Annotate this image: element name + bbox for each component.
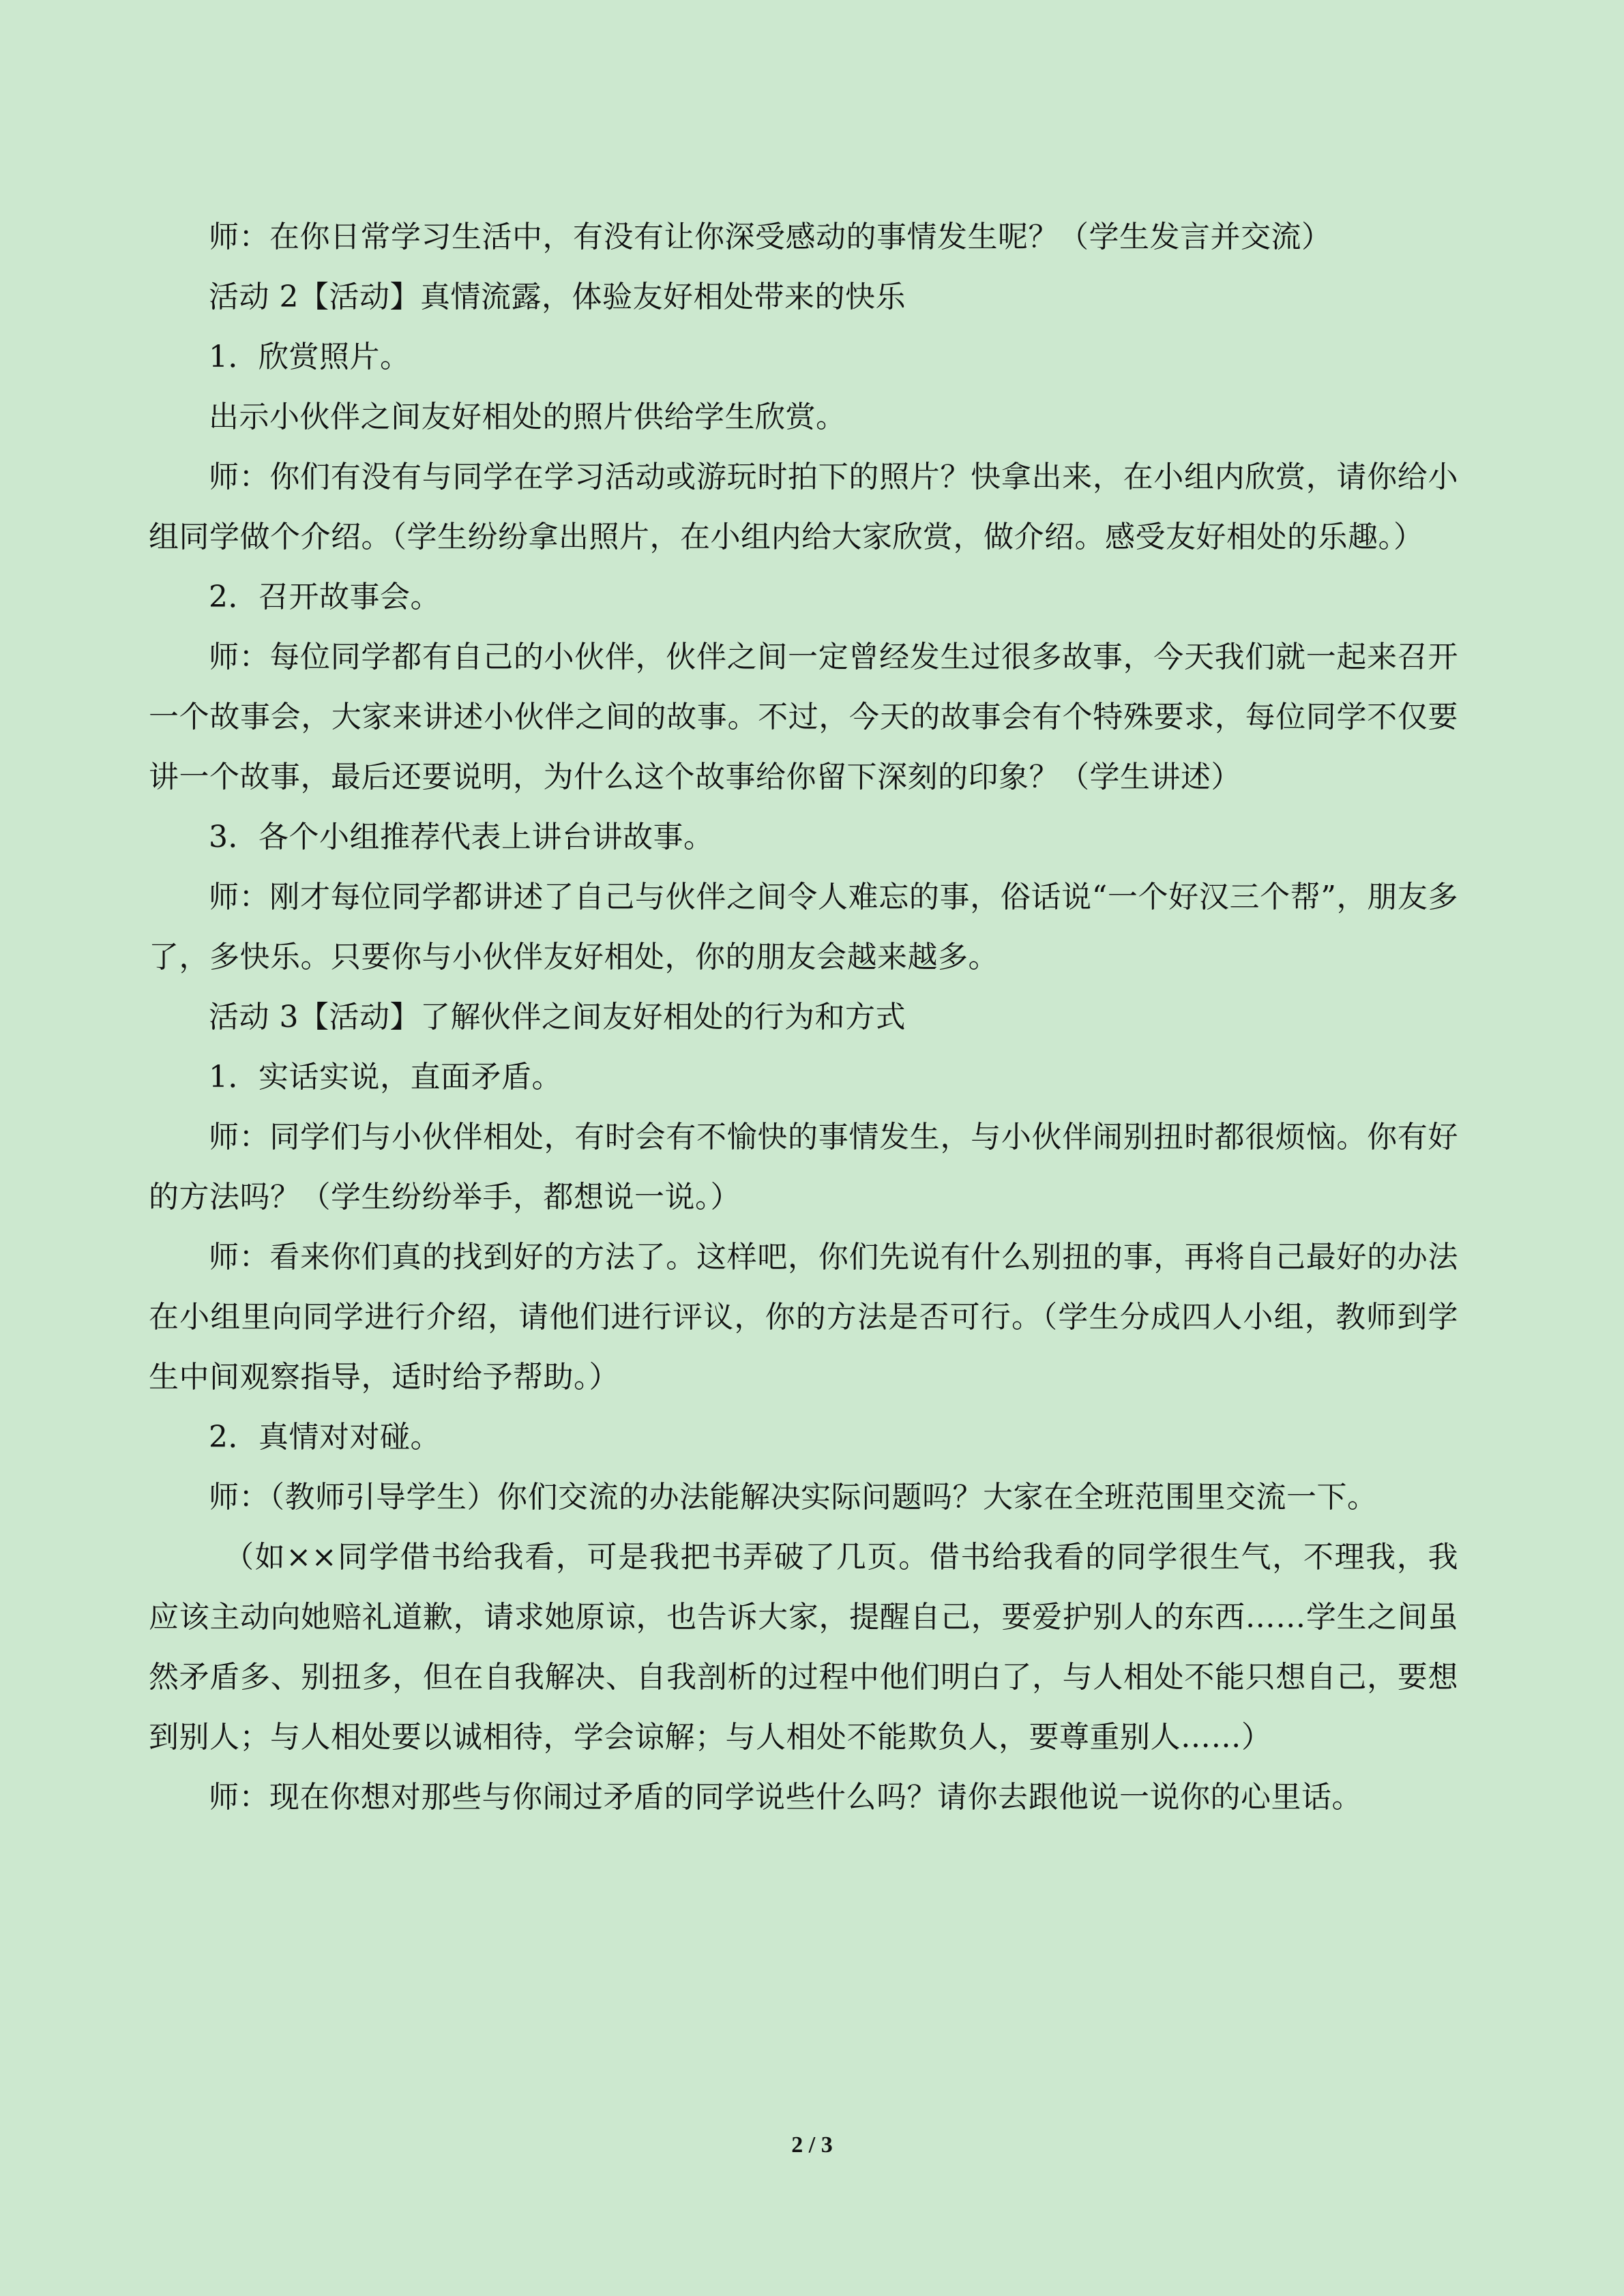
paragraph: 出示小伙伴之间友好相处的照片供给学生欣赏。 — [209, 400, 846, 434]
step-heading: 2．召开故事会。 — [209, 580, 441, 614]
paragraph: 师：（教师引导学生）你们交流的办法能解决实际问题吗？大家在全班范围里交流一下。 — [209, 1480, 1378, 1515]
activity-heading: 活动 3【活动】了解伙伴之间友好相处的行为和方式 — [209, 1000, 906, 1034]
paragraph: 师：在你日常学习生活中，有没有让你深受感动的事情发生呢？（学生发言并交流） — [209, 220, 1332, 254]
step-heading: 1．欣赏照片。 — [209, 340, 411, 374]
paragraph: 师：刚才每位同学都讲述了自己与伙伴之间令人难忘的事，俗话说“一个好汉三个帮”，朋友多了，多快乐。只要你与小伙伴友好相处，你的朋友会越来越多。 — [149, 880, 1458, 974]
page-number: 2 / 3 — [791, 2132, 833, 2158]
paragraph: 师：看来你们真的找到好的方法了。这样吧，你们先说有什么别扭的事，再将自己最好的办法在小组里向同学进行介绍，请他们进行评议，你的方法是否可行。（学生分成四人小组，教师到学生中间观察指导，适时给予帮助。） — [149, 1240, 1458, 1395]
paragraph: 师：现在你想对那些与你闹过矛盾的同学说些什么吗？请你去跟他说一说你的心里话。 — [209, 1780, 1362, 1815]
paragraph: 师：你们有没有与同学在学习活动或游玩时拍下的照片？快拿出来，在小组内欣赏，请你给小组同学做个介绍。（学生纷纷拿出照片，在小组内给大家欣赏，做介绍。感受友好相处的乐趣。） — [149, 460, 1458, 554]
document-body — [149, 207, 1458, 1828]
paragraph: 师：每位同学都有自己的小伙伴，伙伴之间一定曾经发生过很多故事，今天我们就一起来召开一个故事会，大家来讲述小伙伴之间的故事。不过，今天的故事会有个特殊要求，每位同学不仅要讲一个故事，最后还要说明，为什么这个故事给你留下深刻的印象？（学生讲述） — [149, 640, 1458, 794]
activity-heading: 活动 2【活动】真情流露，体验友好相处带来的快乐 — [209, 280, 906, 314]
paragraph: 师：同学们与小伙伴相处，有时会有不愉快的事情发生，与小伙伴闹别扭时都很烦恼。你有好的方法吗？（学生纷纷举手，都想说一说。） — [149, 1120, 1458, 1214]
step-heading: 3．各个小组推荐代表上讲台讲故事。 — [209, 820, 714, 854]
step-heading: 1．实话实说，直面矛盾。 — [209, 1060, 562, 1094]
example-note: （如××同学借书给我看，可是我把书弄破了几页。借书给我看的同学很生气，不理我，我应该主动向她赔礼道歉，请求她原谅，也告诉大家，提醒自己，要爱护别人的东西……学生之间虽然矛盾多、别扭多，但在自我解决、自我剖析的过程中他们明白了，与人相处不能只想自己，要想到别人；与人相处要以诚相待，学会谅解；与人相处不能欺负人，要尊重别人……） — [149, 1540, 1458, 1755]
step-heading: 2．真情对对碰。 — [209, 1420, 441, 1455]
